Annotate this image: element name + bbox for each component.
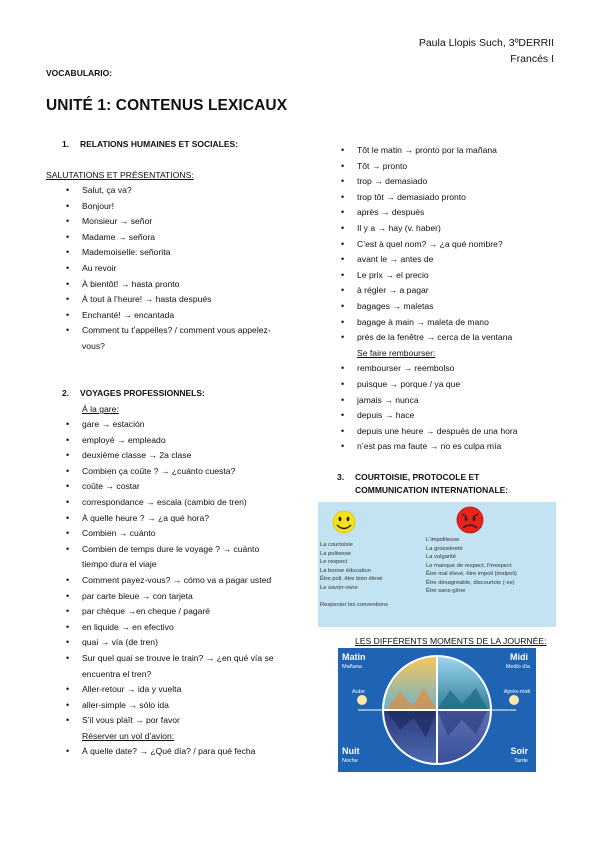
subject-line: Francés I xyxy=(510,53,554,65)
soir-label: Soir xyxy=(510,746,528,756)
section-2-number: 2. xyxy=(62,388,70,398)
list-item: • depuis → hace xyxy=(337,408,567,424)
apres-midi-label: Après-midi xyxy=(503,689,530,695)
list-item: • rembourser → reembolso xyxy=(337,361,567,377)
section-1-list xyxy=(62,183,282,355)
dawn-sun-icon xyxy=(357,695,367,705)
section-2-heading xyxy=(62,387,205,400)
list-item: • Tôt → pronto xyxy=(337,159,567,175)
list-item: • Il y a → hay (v. haber) xyxy=(337,221,567,237)
list-item: • Combien → cuánto xyxy=(62,526,282,542)
list-item: • quai → vía (de tren) xyxy=(62,635,282,651)
day-moments-heading: LES DIFFÉRENTS MOMENTS DE LA JOURNÉE: xyxy=(355,636,547,646)
courtesy-negative-term: Être mal élevé, être impoli (malpoli) xyxy=(426,571,517,577)
list-item: • bagage à main → maleta de mano xyxy=(337,315,567,331)
aube-label: Aube xyxy=(352,689,365,695)
list-item: • Madame → señora xyxy=(62,230,282,246)
matin-es-label: Mañana xyxy=(342,664,362,670)
page-title: UNITÉ 1: CONTENUS LEXICAUX xyxy=(46,97,288,114)
refund-subheading: Se faire rembourser: xyxy=(357,347,436,358)
list-item: • puisque → porque / ya que xyxy=(337,377,567,393)
happy-face-icon xyxy=(333,511,355,533)
list-item: • Comment tu t’appelles? / comment vous appelez-vous? xyxy=(62,323,282,354)
list-item: • Salut, ça va? xyxy=(62,183,282,199)
list-item: • Monsieur → señor xyxy=(62,214,282,230)
list-item: • Enchanté! → encantada xyxy=(62,308,282,324)
list-item: • aller-simple → sólo ida xyxy=(62,698,282,714)
list-item: • À quelle heure ? → ¿a qué hora? xyxy=(62,511,282,527)
section-1-subheading: SALUTATIONS ET PRÉSENTATIONS: xyxy=(46,170,194,180)
section-2-subheading: À la gare: xyxy=(82,404,119,414)
list-item: • jamais → nunca xyxy=(337,393,567,409)
section-3-heading xyxy=(337,471,567,497)
list-item: • coûte → costar xyxy=(62,479,282,495)
list-item: • bagages → maletas xyxy=(337,299,567,315)
list-item: • gare → estación xyxy=(62,417,282,433)
courtesy-positive-term: Être poli, être bien élevé xyxy=(320,576,383,582)
afternoon-sun-icon xyxy=(509,695,519,705)
courtesy-negative-term: L'impolitesse xyxy=(426,537,460,543)
list-item: • près de la fenêtre → cerca de la ventana xyxy=(337,330,567,346)
courtesy-negative-list xyxy=(426,536,554,596)
courtesy-negative-term: Être désagréable, discourtois (-se) xyxy=(426,579,515,586)
courtesy-negative-term: Le manque de respect, l'irrespect xyxy=(426,562,512,569)
courtesy-positive-list xyxy=(320,541,430,609)
list-item: • deuxième classe → 2a clase xyxy=(62,448,282,464)
list-item: • Combien de temps dure le voyage ? → cuánto tiempo dura el viaje xyxy=(62,542,282,573)
section-2-list xyxy=(62,417,282,760)
section-2-title: VOYAGES PROFESSIONNELS: xyxy=(80,388,205,398)
list-item: • Sur quel quai se trouve le train? → ¿en qué vía se encuentra el tren? xyxy=(62,651,282,682)
list-item: • À bientôt! → hasta pronto xyxy=(62,277,282,293)
courtesy-positive-term: La bonne éducation xyxy=(320,567,371,574)
angry-face-icon xyxy=(457,507,483,533)
list-item: • à régler → a pagar xyxy=(337,283,567,299)
section-3-number: 3. xyxy=(337,472,345,482)
courtesy-positive-term: Respecter les conventions xyxy=(320,601,388,608)
list-item: • avant le → antes de xyxy=(337,252,567,268)
list-item: • Mademoiselle: señorita xyxy=(62,245,282,261)
courtesy-positive-term: Le respect xyxy=(320,559,348,565)
list-item: • C’est à quel nom? → ¿a qué nombre? xyxy=(337,237,567,253)
list-item: • correspondance → escala (cambio de tren) xyxy=(62,495,282,511)
soir-es-label: Tarde xyxy=(514,758,528,764)
list-item: • Le prix → el precio xyxy=(337,268,567,284)
nuit-label: Nuit xyxy=(342,746,360,756)
list-item: • Au revoir xyxy=(62,261,282,277)
list-item: • n’est pas ma faute → no es culpa mía xyxy=(337,439,567,455)
list-item: • trop → demasiado xyxy=(337,174,567,190)
section-1-number: 1. xyxy=(62,139,70,149)
list-item: • Combien ça coûte ? → ¿cuánto cuesta? xyxy=(62,464,282,480)
section-1-title: RELATIONS HUMAINES ET SOCIALES: xyxy=(80,139,239,149)
courtesy-negative-term: La grossièreté xyxy=(426,545,463,552)
list-item: • en liquide → en efectivo xyxy=(62,620,282,636)
list-item: • S’il vous plaît → por favor xyxy=(62,713,282,729)
list-item: • Aller-retour → ida y vuelta xyxy=(62,682,282,698)
list-item: • après → después xyxy=(337,205,567,221)
list-item: • depuis une heure → después de una hora xyxy=(337,424,567,440)
list-item: • À quelle date? → ¿Qué día? / para qué fecha xyxy=(62,744,282,760)
reserve-flight-subheading: Réserver un vol d’avion: xyxy=(82,730,175,741)
column-2-list xyxy=(337,143,567,455)
list-item: • par chèque →en cheque / pagaré xyxy=(62,604,282,620)
section-3-title-line2: COMMUNICATION INTERNATIONALE: xyxy=(355,485,509,495)
midi-label: Midi xyxy=(510,652,528,662)
courtesy-negative-term: La vulgarité xyxy=(426,554,456,560)
midi-es-label: Medio día xyxy=(505,664,530,670)
vocabulary-label: VOCABULARIO: xyxy=(46,68,113,78)
list-item: • employé → empleado xyxy=(62,433,282,449)
matin-label: Matin xyxy=(342,652,366,662)
author-line: Paula Llopis Such, 3ºDERRII xyxy=(418,37,554,49)
list-item: • À tout à l’heure! → hasta después xyxy=(62,292,282,308)
courtesy-positive-term xyxy=(320,592,430,601)
day-moments-illustration xyxy=(338,648,536,772)
list-item: • Tôt le matin → pronto por la mañana xyxy=(337,143,567,159)
list-item: • Comment payez-vous? → cómo va a pagar usted xyxy=(62,573,282,589)
section-1-heading xyxy=(62,138,238,151)
courtesy-negative-term: Être sans-gêne xyxy=(426,588,466,594)
courtesy-positive-term: Le savoir-vivre xyxy=(320,584,358,591)
section-3-title-line1: COURTOISIE, PROTOCOLE ET xyxy=(355,472,480,482)
list-item: • par carte bleue → con tarjeta xyxy=(62,589,282,605)
list-item: • Bonjour! xyxy=(62,199,282,215)
courtesy-positive-term: La politesse xyxy=(320,550,351,557)
nuit-es-label: Noche xyxy=(342,758,358,764)
courtesy-panel xyxy=(318,502,556,627)
courtesy-positive-term: La courtoisie xyxy=(320,542,353,548)
list-item: • trop tôt → demasiado pronto xyxy=(337,190,567,206)
